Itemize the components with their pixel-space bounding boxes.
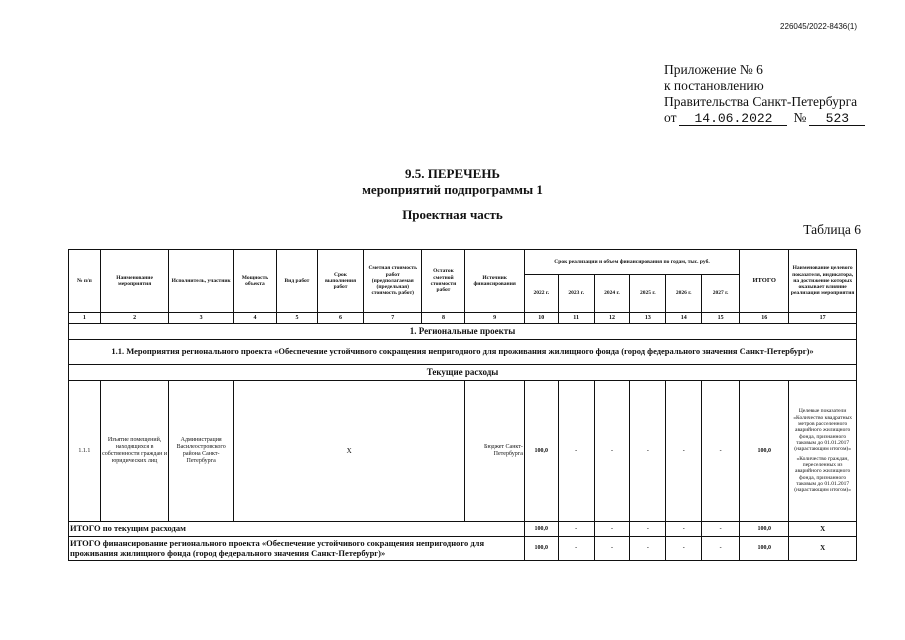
header-remainder: Остаток сметной стоимости работ <box>422 250 465 313</box>
measures-table <box>68 249 857 561</box>
row-total: 100,0 <box>740 381 789 522</box>
column-number: 11 <box>558 313 594 324</box>
appendix-date-line <box>664 110 874 126</box>
header-cost: Сметная стоимость работ (предполагаемая (предельная) стоимость работ) <box>364 250 422 313</box>
total-year-value: - <box>630 522 666 537</box>
row-year-value: - <box>630 381 666 522</box>
column-number: 16 <box>740 313 789 324</box>
header-capacity: Мощность объекта <box>233 250 276 313</box>
column-number-row <box>69 313 857 324</box>
header-name: Наименование мероприятия <box>100 250 169 313</box>
column-number: 8 <box>422 313 465 324</box>
total-year-value: - <box>702 522 740 537</box>
header-executor: Исполнитель, участник <box>169 250 234 313</box>
row-year-value: - <box>558 381 594 522</box>
column-number: 10 <box>524 313 558 324</box>
total-year-value: - <box>702 537 740 561</box>
total-sum: 100,0 <box>740 522 789 537</box>
header-source: Источник финансирования <box>465 250 524 313</box>
total-indicator: Х <box>789 522 857 537</box>
row-merged-cell: Х <box>233 381 465 522</box>
row-indicator <box>789 381 857 522</box>
header-row <box>69 250 857 275</box>
row-num: 1.1.1 <box>69 381 101 522</box>
header-work-type: Вид работ <box>276 250 317 313</box>
total-row <box>69 537 857 561</box>
header-num: № п/п <box>69 250 101 313</box>
column-number: 2 <box>100 313 169 324</box>
total-year-value: - <box>630 537 666 561</box>
number-label: № <box>793 110 807 125</box>
appendix-block <box>664 62 874 126</box>
column-number: 17 <box>789 313 857 324</box>
header-indicator: Наименование целевого показателя, индикатора, на достижение которых оказывает влияние реализация мероприятия <box>789 250 857 313</box>
column-number: 6 <box>317 313 363 324</box>
expense-type-row <box>69 365 857 381</box>
total-year-value: 100,0 <box>524 537 558 561</box>
row-indicator-2: «Количество граждан, переселенных из аварийного жилищного фонда, признанного таковым до 01.01.2017 (нарастающим итогом)» <box>794 455 852 494</box>
appendix-line-2: к постановлению <box>664 78 764 93</box>
row-executor: Администрация Василеостровского района Санкт-Петербурга <box>169 381 234 522</box>
section-row <box>69 324 857 340</box>
total-indicator: Х <box>789 537 857 561</box>
total-year-value: - <box>666 522 702 537</box>
list-title: 9.5. ПЕРЕЧЕНЬ <box>404 166 501 181</box>
header-year: 2024 г. <box>594 275 630 313</box>
header-year: 2022 г. <box>524 275 558 313</box>
header-year: 2027 г. <box>702 275 740 313</box>
header-year: 2023 г. <box>558 275 594 313</box>
appendix-line-1: Приложение № 6 <box>664 62 763 77</box>
header-period-group: Срок реализации и объем финансирования по годам, тыс. руб. <box>524 250 739 275</box>
total-sum: 100,0 <box>740 537 789 561</box>
appendix-line-3: Правительства Санкт-Петербурга <box>664 94 858 109</box>
document-number: 226045/2022-8436(1) <box>780 22 857 31</box>
header-year: 2026 г. <box>666 275 702 313</box>
column-number: 15 <box>702 313 740 324</box>
column-number: 12 <box>594 313 630 324</box>
row-year-value: - <box>666 381 702 522</box>
header-total: ИТОГО <box>740 250 789 313</box>
total-year-value: 100,0 <box>524 522 558 537</box>
from-label: от <box>664 110 677 125</box>
subsection-title: 1.1. Мероприятия регионального проекта «Обеспечение устойчивого сокращения непригодного для проживания жилищного фонда (город федерального значения Санкт-Петербург)» <box>69 340 857 365</box>
table-label: Таблица 6 <box>803 222 861 237</box>
total-year-value: - <box>558 522 594 537</box>
project-part-title: Проектная часть <box>402 207 503 222</box>
list-subtitle: мероприятий подпрограммы 1 <box>362 182 543 197</box>
column-number: 7 <box>364 313 422 324</box>
row-indicator-1: Целевые показатели «Количество квадратных метров расселенного аварийного жилищного фонда, признанного таковым до 01.01.2017 (нарастающим итогом)» <box>793 408 852 453</box>
column-number: 5 <box>276 313 317 324</box>
row-source: Бюджет Санкт-Петербурга <box>465 381 524 522</box>
appendix-number: 523 <box>809 112 865 126</box>
appendix-date: 14.06.2022 <box>679 112 787 126</box>
column-number: 1 <box>69 313 101 324</box>
expense-type-title: Текущие расходы <box>69 365 857 381</box>
subsection-row <box>69 340 857 365</box>
total-year-value: - <box>666 537 702 561</box>
column-number: 14 <box>666 313 702 324</box>
column-number: 4 <box>233 313 276 324</box>
column-number: 3 <box>169 313 234 324</box>
row-year-value: 100,0 <box>524 381 558 522</box>
column-number: 13 <box>630 313 666 324</box>
total-year-value: - <box>594 522 630 537</box>
total-current-label: ИТОГО по текущим расходам <box>69 522 525 537</box>
total-row <box>69 522 857 537</box>
row-year-value: - <box>702 381 740 522</box>
table-row <box>69 381 857 522</box>
row-year-value: - <box>594 381 630 522</box>
total-year-value: - <box>558 537 594 561</box>
column-number: 9 <box>465 313 524 324</box>
total-year-value: - <box>594 537 630 561</box>
section-title: 1. Региональные проекты <box>69 324 857 340</box>
total-project-label: ИТОГО финансирование регионального проекта «Обеспечение устойчивого сокращения непригодного для проживания жилищного фонда (город федерального значения Санкт-Петербург)» <box>69 537 525 561</box>
header-deadline: Срок выполнения работ <box>317 250 363 313</box>
header-year: 2025 г. <box>630 275 666 313</box>
row-measure-name: Изъятие помещений, находящихся в собственности граждан и юридических лиц <box>100 381 169 522</box>
